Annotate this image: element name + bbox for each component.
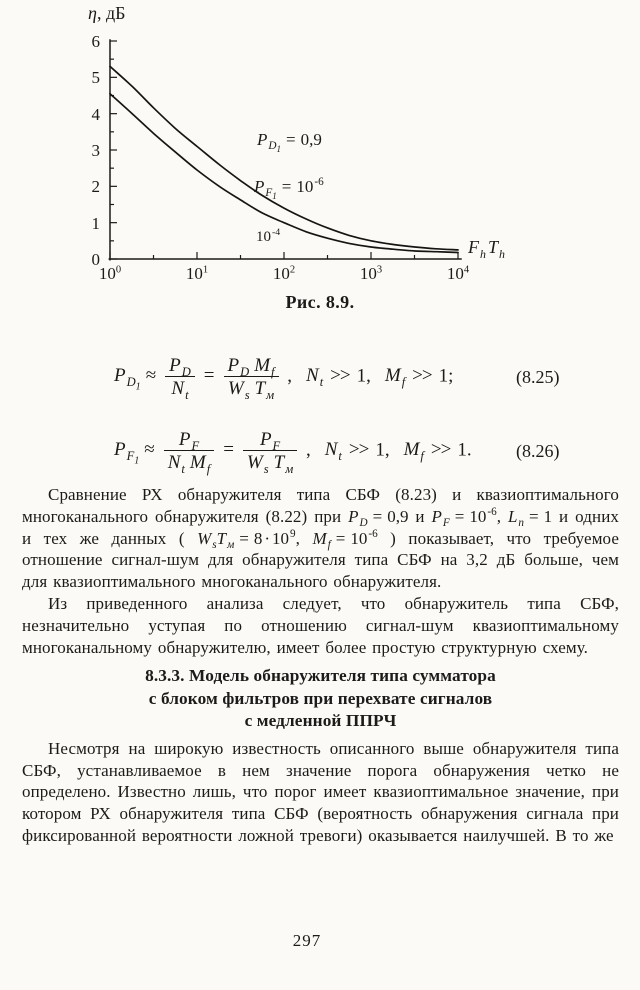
paragraph-intro-8-3-3: Несмотря на широкую известность описанного выше обнаружителя типа СБФ, устанавливаемое в нем значение порога обнаружения четко не определено. Известно лишь, что порог имеет квазиоптимальное значение, при котором РХ обнаружителя типа СБФ (вероятность обнаружения сигнала при фиксированной вероятности ложной тревоги) оказывается наилучшей. В то же <box>22 738 619 846</box>
x-tick-label: $10^3$ <box>359 264 383 283</box>
x-tick-label: $10^2$ <box>272 264 296 283</box>
x-tick-label: $10^1$ <box>185 264 209 283</box>
equation-8-26-body: $P_{F_1}\approx$ $\frac{P_F}{N_t M_f}$ = $\frac{P_F}{W_s T_м}$ , $N_t >> 1$, $M_f >> 1$. <box>114 428 472 476</box>
y-tick-label: 5 <box>91 68 100 88</box>
equation-8-26-number: (8.26) <box>516 440 560 461</box>
paragraph-conclusion: Из приведенного анализа следует, что обнаружитель типа СБФ, незначительно уступая по отношению сигнал-шум квазиоптимальному многоканальному обнаружителю, имеет более простую структурную схему. <box>22 593 619 657</box>
section-heading-8-3-3 <box>22 665 619 733</box>
equation-8-25-number: (8.25) <box>516 366 560 387</box>
paragraph-comparison: Сравнение РХ обнаружителя типа СБФ (8.23) и квазиоптимального многоканального обнаружителя (8.22) при $P_D = 0,9$ и $P_F = 10^{-6}$, $L_п = 1$ и одних и тех же данных ( $W_sT_м = 8 \cdot 10^9$, $M_f = 10^{-6}$ ) показывает, что требуемое отношение сигнал-шум для обнаружителя типа СБФ на 3,2 дБ больше, чем для квазиоптимального многоканального обнаружителя. <box>22 485 619 592</box>
y-tick-label: 3 <box>91 141 100 160</box>
equation-8-25-body: $P_{D_1}\approx$ $\frac{P_D}{N_t}$ = $\frac{P_D M_f}{W_s T_м}$ , $N_t >> 1$, $M_f >> 1$; <box>114 354 454 402</box>
annotation-pd1: $P_{D_1}= 0,9$ <box>257 130 322 155</box>
figure-caption: Рис. 8.9. <box>285 292 355 312</box>
inline-math: $W_sT_м = 8 \cdot 10^9$ <box>197 527 296 551</box>
x-tick-label: $10^0$ <box>98 264 122 283</box>
annotation-pf1-1e-4: $10^{-4}$ <box>256 227 281 245</box>
y-axis-label: η, дБ <box>88 3 126 23</box>
inline-math: $M_f = 10^{-6}$ <box>312 527 378 551</box>
y-tick-label: 2 <box>91 177 100 197</box>
inline-math: $P_F = 10^{-6}$ <box>431 506 497 530</box>
x-axis-label: $F_h$ $T_h$ <box>468 237 505 261</box>
x-tick-label: $10^4$ <box>446 264 470 283</box>
figure-8-9 <box>0 0 640 336</box>
curve-pf1-1e-4 <box>110 94 458 253</box>
page-number: 297 <box>292 931 322 950</box>
y-tick-label: 4 <box>91 104 100 124</box>
equation-8-26 <box>0 408 640 494</box>
inline-math: $P_D = 0,9$ <box>348 506 409 530</box>
annotation-pf1-1e-6: $P_{F_1}= 10^{-6}$ <box>254 176 324 202</box>
y-tick-label: 1 <box>91 213 100 233</box>
inline-math: $L_п = 1$ <box>507 506 553 530</box>
heading-line-3: с медленной ППРЧ <box>244 711 397 731</box>
y-tick-label: 6 <box>91 32 100 51</box>
y-tick-label: 0 <box>91 250 100 269</box>
tick-marks <box>110 41 458 259</box>
axes <box>109 40 461 260</box>
text-column <box>22 484 619 847</box>
heading-line-1: 8.3.3. Модель обнаружителя типа сумматора <box>145 666 496 686</box>
heading-line-2: с блоком фильтров при перехвате сигналов <box>148 688 493 708</box>
